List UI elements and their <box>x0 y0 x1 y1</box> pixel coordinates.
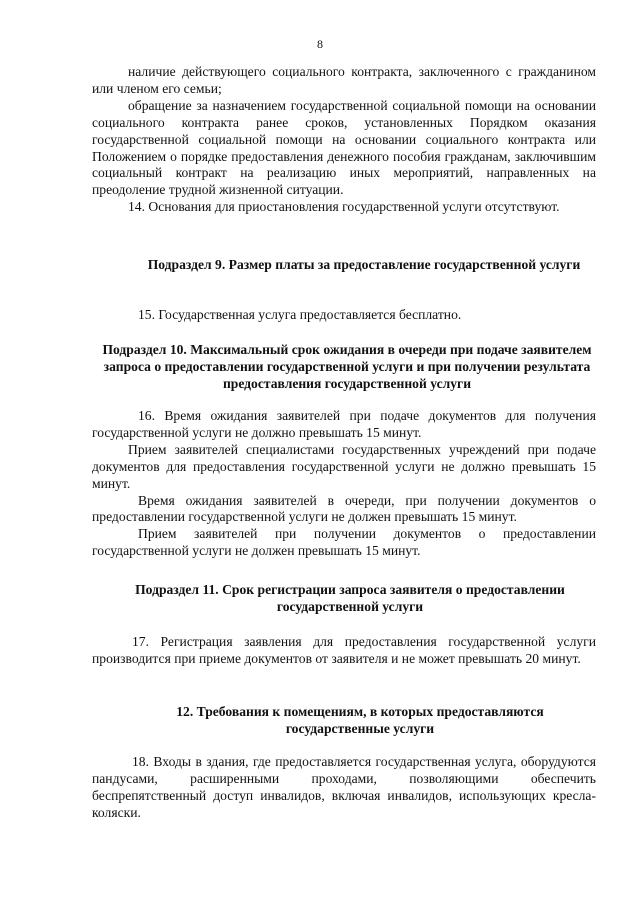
paragraph: 18. Входы в здания, где предоставляется государственная услуга, оборудуются пандусами, расширенными проходами, позволяющими обеспечить беспрепятственный доступ инвалидов, включая инвалидов, использующих кресла-коляски. <box>92 754 596 820</box>
heading-text: Подраздел 9. Размер платы за предоставление государственной услуги <box>147 257 581 272</box>
section-9-body <box>92 307 596 324</box>
section-heading-12 <box>130 704 590 738</box>
section-12-body <box>92 754 596 822</box>
section-11-body <box>92 634 596 668</box>
section-continuation <box>92 64 596 216</box>
section-heading-9 <box>140 257 588 274</box>
page-number: 8 <box>317 37 323 51</box>
paragraph: 15. Государственная услуга предоставляется бесплатно. <box>138 307 462 322</box>
section-heading-10 <box>92 342 602 393</box>
paragraph: Прием заявителей специалистами государственных учреждений при подаче документов для предоставления государственной услуги не должно превышать 15 минут. <box>92 441 596 491</box>
heading-text: Подраздел 11. Срок регистрации запроса заявителя о предоставлении государственной услуги <box>135 582 565 614</box>
paragraph: Прием заявителей при получении документов о предоставлении государственной услуги не должен превышать 15 минут. <box>92 526 596 559</box>
paragraph: обращение за назначением государственной социальной помощи на основании социального контракта ранее сроков, установленных Порядком оказания государственной социальной помощи на основании социального контракта или Положением о порядке предоставления денежного пособия гражданам, заключившим социальный контракт на реализацию иных мероприятий, направленных на преодоление трудной жизненной ситуации. <box>92 97 596 198</box>
paragraph: Время ожидания заявителей в очереди, при получении документов о предоставлении государственной услуги не должен превышать 15 минут. <box>92 492 596 525</box>
section-10-body <box>92 408 596 560</box>
section-heading-11 <box>100 582 600 616</box>
paragraph: наличие действующего социального контракта, заключенного с гражданином или членом его семьи; <box>92 64 596 96</box>
paragraph: 14. Основания для приостановления государственной услуги отсутствуют. <box>128 199 560 215</box>
heading-text: Подраздел 10. Максимальный срок ожидания в очереди при подаче заявителем запроса о предоставлении государственной услуги и при получении результата предоставления государственной услуги <box>102 342 592 391</box>
paragraph: 16. Время ожидания заявителей при подаче документов для получения государственной услуги не должно превышать 15 минут. <box>92 408 596 440</box>
heading-text: 12. Требования к помещениям, в которых предоставляются государственные услуги <box>176 704 544 736</box>
paragraph: 17. Регистрация заявления для предоставления государственной услуги производится при приеме документов от заявителя и не может превышать 20 минут. <box>92 634 596 666</box>
